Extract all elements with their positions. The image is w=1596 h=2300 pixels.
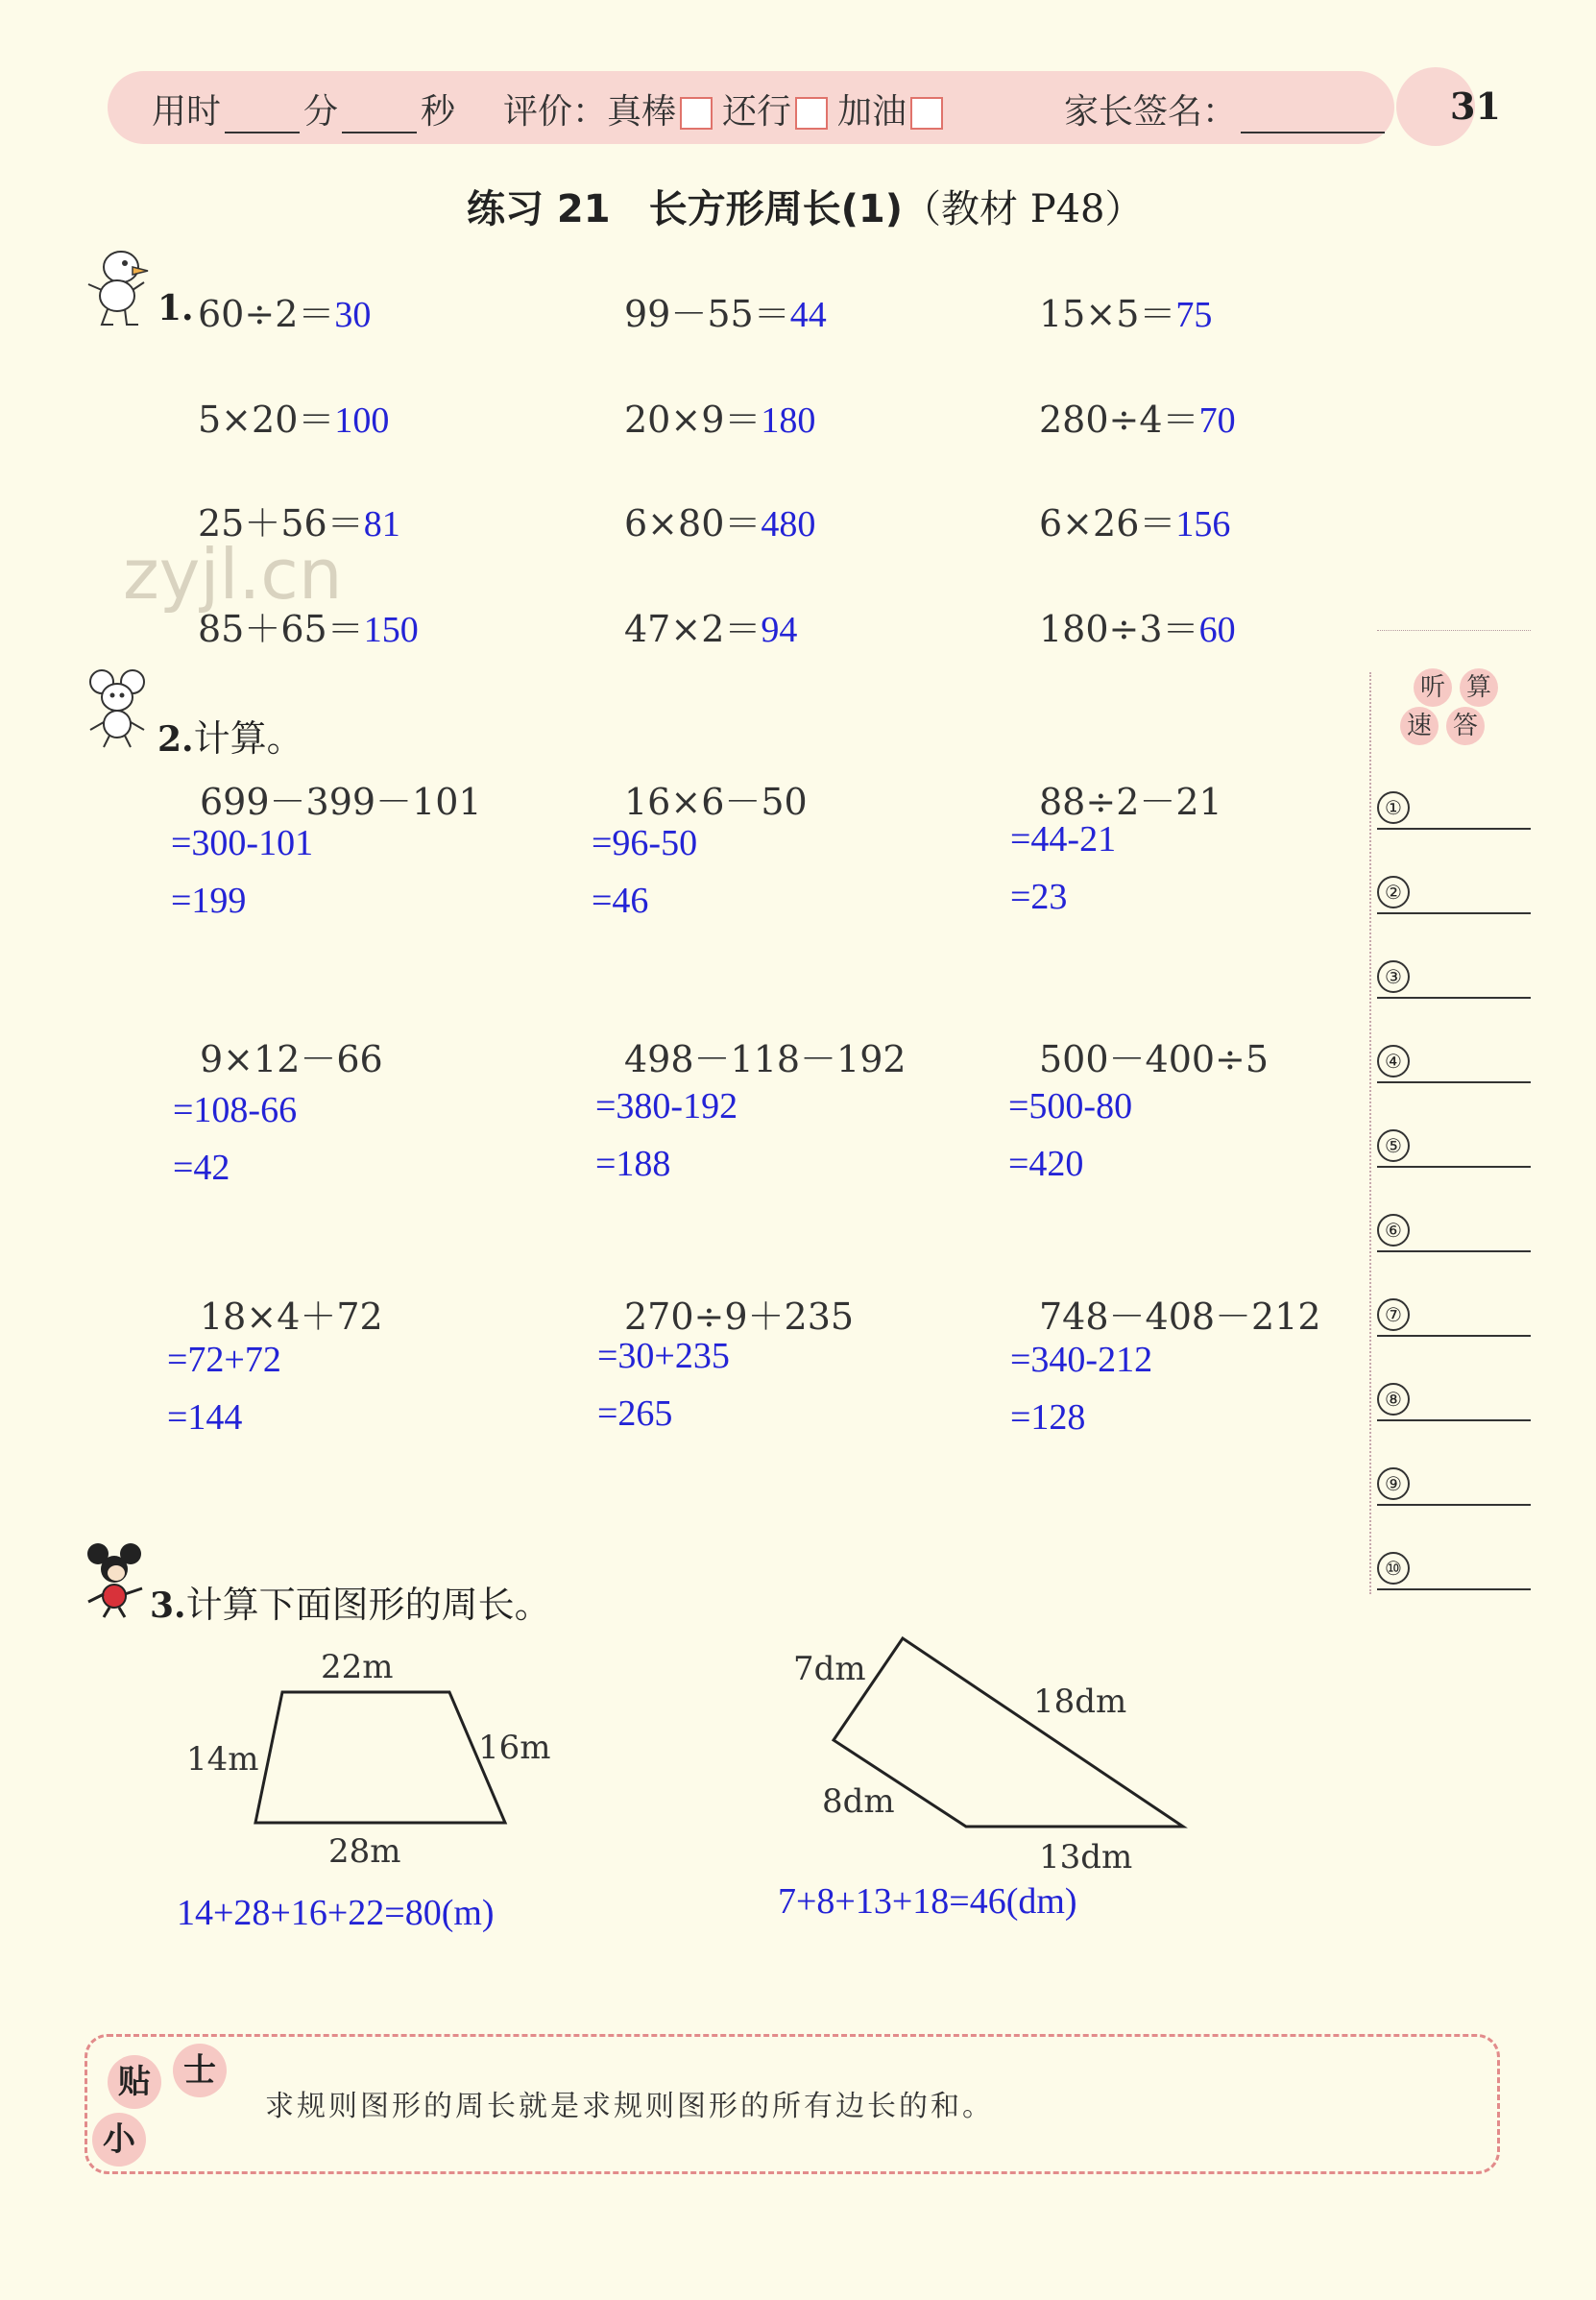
q2-step[interactable]: =42 [173, 1148, 230, 1188]
q2-step[interactable]: =72+72 [167, 1340, 281, 1380]
answer-line [1377, 828, 1531, 830]
time-label: 用时 [152, 92, 222, 132]
slot-number: ④ [1377, 1045, 1410, 1077]
quad-side-c-label: 8dm [822, 1782, 895, 1821]
sidebar-divider [1369, 672, 1371, 1594]
q2-step[interactable]: =500-80 [1008, 1086, 1133, 1126]
tip-char: 小 [92, 2113, 146, 2167]
tip-char: 贴 [108, 2055, 161, 2109]
q1-answer[interactable]: 81 [363, 504, 400, 545]
q1-answer[interactable]: 180 [761, 400, 816, 441]
q2-number: 2. [157, 719, 194, 760]
q1-expr: 5×20＝ [198, 399, 335, 441]
q1-number: 1. [157, 288, 194, 328]
q2-expr: 500－400÷5 [1039, 1038, 1270, 1080]
oral-answer-slot[interactable] [1377, 1129, 1531, 1168]
slot-number: ⑧ [1377, 1383, 1410, 1416]
q2-expr: 748－408－212 [1039, 1295, 1321, 1338]
q2-expr: 16×6－50 [624, 781, 808, 823]
trapezoid-right-label: 16m [478, 1729, 551, 1767]
q2-step[interactable]: =108-66 [173, 1090, 298, 1130]
lesson-reference: （教材 P48） [902, 187, 1144, 231]
slot-number: ① [1377, 791, 1410, 824]
q2-expr: 9×12－66 [200, 1038, 383, 1080]
q1-expr: 60÷2＝ [198, 293, 335, 335]
q1-expr: 47×2＝ [624, 608, 762, 650]
q1-answer[interactable]: 94 [761, 610, 798, 650]
q2-step[interactable]: =128 [1010, 1397, 1086, 1438]
q1-expr: 20×9＝ [624, 399, 762, 441]
oral-answer-slot[interactable] [1377, 1383, 1531, 1421]
q2-expr: 18×4＋72 [200, 1295, 383, 1338]
trapezoid-bottom-label: 28m [328, 1832, 401, 1871]
q1-answer[interactable]: 30 [334, 295, 372, 335]
answer-line [1377, 1335, 1531, 1337]
q1-answer[interactable]: 70 [1198, 400, 1236, 441]
second-label: 秒 [421, 92, 456, 132]
q2-expr: 88÷2－21 [1039, 781, 1222, 823]
q1-answer[interactable]: 156 [1175, 504, 1231, 545]
oral-answer-slot[interactable] [1377, 960, 1531, 999]
answer-line [1377, 997, 1531, 999]
option-great-label: 真棒 [607, 92, 677, 132]
option-try-label: 加油 [837, 92, 907, 132]
q2-step[interactable]: =144 [167, 1397, 243, 1438]
q1-answer[interactable]: 150 [363, 610, 419, 650]
answer-line [1377, 1166, 1531, 1168]
badge-char: 速 [1400, 707, 1439, 745]
q3-number: 3. [150, 1586, 186, 1626]
q2-step[interactable]: =420 [1008, 1144, 1084, 1184]
q2-step[interactable]: =23 [1010, 877, 1068, 917]
answer-line [1377, 1504, 1531, 1506]
q2-step[interactable]: =380-192 [595, 1086, 738, 1126]
option-ok-label: 还行 [722, 92, 792, 132]
q1-expr: 15×5＝ [1039, 293, 1176, 335]
q1-expr: 25＋56＝ [198, 502, 364, 545]
q1-expr: 6×80＝ [624, 502, 762, 545]
q2-step[interactable]: =188 [595, 1144, 671, 1184]
q1-expr: 280÷4＝ [1039, 399, 1199, 441]
quad-side-b-label: 18dm [1033, 1683, 1127, 1721]
slot-number: ⑤ [1377, 1129, 1410, 1162]
answer-line [1377, 1081, 1531, 1083]
q2-step[interactable]: =199 [171, 881, 247, 921]
q2-step[interactable]: =44-21 [1010, 819, 1117, 859]
q2-expr: 498－118－192 [624, 1038, 907, 1080]
q2-step[interactable]: =46 [592, 881, 649, 921]
q2-expr: 270÷9＋235 [624, 1295, 855, 1338]
q3-text: 计算下面图形的周长。 [185, 1584, 551, 1626]
trapezoid-shape [255, 1692, 505, 1823]
answer-line [1377, 1419, 1531, 1421]
answer-line [1377, 1250, 1531, 1252]
answer-line [1377, 912, 1531, 914]
badge-char: 听 [1414, 668, 1452, 707]
slot-number: ② [1377, 876, 1410, 908]
lesson-title-text: 练习 21 长方形周长(1) [467, 187, 903, 231]
slot-number: ⑦ [1377, 1298, 1410, 1331]
oral-answer-slot[interactable] [1377, 1467, 1531, 1506]
oral-answer-slot[interactable] [1377, 876, 1531, 914]
q2-step[interactable]: =300-101 [171, 823, 314, 863]
trapezoid-top-label: 22m [321, 1648, 394, 1686]
oral-answer-slot[interactable] [1377, 1298, 1531, 1337]
shape2-answer[interactable]: 7+8+13+18=46(dm) [778, 1881, 1077, 1922]
q2-step[interactable]: =30+235 [597, 1336, 730, 1376]
q1-expr: 85＋65＝ [198, 608, 364, 650]
q2-step[interactable]: =96-50 [592, 823, 698, 863]
shape1-answer[interactable]: 14+28+16+22=80(m) [177, 1893, 495, 1933]
minute-label: 分 [303, 92, 339, 132]
badge-char: 答 [1446, 707, 1485, 745]
listen-answer-badge [1387, 663, 1513, 747]
q2-step[interactable]: =340-212 [1010, 1340, 1153, 1380]
oral-answer-slot[interactable] [1377, 1552, 1531, 1590]
watermark: zyjl.cn [123, 534, 343, 615]
slot-number: ⑨ [1377, 1467, 1410, 1500]
trapezoid-left-label: 14m [186, 1740, 259, 1779]
q1-expr: 99－55＝ [624, 293, 790, 335]
slot-number: ③ [1377, 960, 1410, 993]
slot-number: ⑩ [1377, 1552, 1410, 1585]
q1-answer[interactable]: 75 [1175, 295, 1213, 335]
parent-signature-label: 家长签名： [1064, 92, 1238, 132]
q2-text: 计算。 [193, 717, 303, 760]
quad-side-d-label: 13dm [1039, 1838, 1133, 1876]
q1-answer[interactable]: 480 [761, 504, 816, 545]
q1-answer[interactable]: 60 [1198, 610, 1236, 650]
evaluation-label: 评价： [503, 92, 608, 132]
oral-answer-slot[interactable] [1377, 1214, 1531, 1252]
tip-char: 士 [173, 2044, 227, 2097]
quad-side-a-label: 7dm [793, 1650, 866, 1688]
q1-answer[interactable]: 44 [789, 295, 827, 335]
answer-line [1377, 1588, 1531, 1590]
tip-text: 求规则图形的周长就是求规则图形的所有边长的和。 [265, 2090, 994, 2123]
q1-answer[interactable]: 100 [334, 400, 390, 441]
q2-step[interactable]: =265 [597, 1393, 673, 1434]
q1-expr: 180÷3＝ [1039, 608, 1199, 650]
oral-answer-slot[interactable] [1377, 1045, 1531, 1083]
page-number: 31 [1450, 85, 1501, 128]
badge-char: 算 [1460, 668, 1498, 707]
oral-answer-slot[interactable] [1377, 791, 1531, 830]
q1-expr: 6×26＝ [1039, 502, 1176, 545]
slot-number: ⑥ [1377, 1214, 1410, 1247]
sidebar-top-divider [1377, 630, 1531, 632]
q2-expr: 699－399－101 [200, 781, 482, 823]
